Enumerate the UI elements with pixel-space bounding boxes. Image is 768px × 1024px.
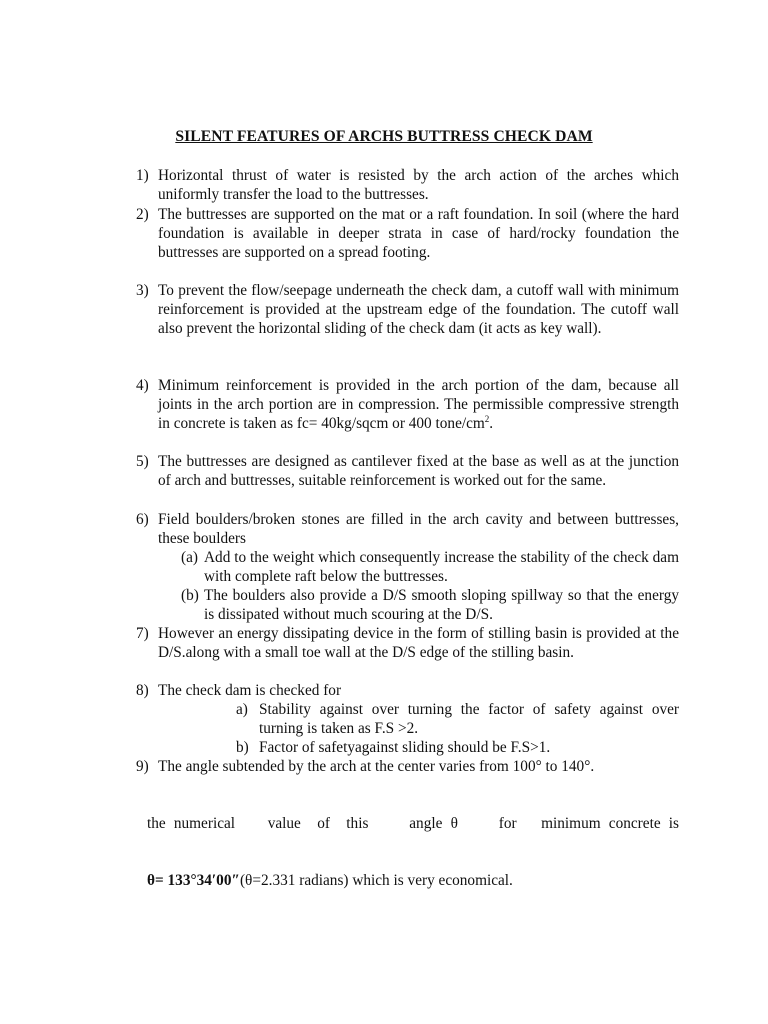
item-number: 8) bbox=[136, 682, 149, 699]
sub-item-number: a) bbox=[236, 701, 248, 718]
page-title: SILENT FEATURES OF ARCHS BUTTRESS CHECK DAM bbox=[175, 128, 593, 145]
sub-item-text: The boulders also provide a D/S smooth sloping spillway so that the energy is dissipated without much scouring at the D/S. bbox=[204, 587, 679, 623]
continuation-line-2 bbox=[147, 871, 679, 890]
list-item-7 bbox=[136, 624, 679, 662]
item-text: However an energy dissipating device in the form of stilling basin is provided at the D/S.along with a small toe wall at the D/S edge of the stilling basin. bbox=[158, 625, 679, 661]
item-number: 5) bbox=[136, 453, 149, 470]
sub-item-8a bbox=[236, 700, 679, 738]
list-item-8 bbox=[136, 681, 679, 700]
continuation-line: the numerical value of this angle θ for minimum concrete is bbox=[147, 815, 679, 832]
sub-item-number: (a) bbox=[181, 549, 198, 566]
list-item-4 bbox=[136, 376, 679, 433]
item-number: 2) bbox=[136, 206, 149, 223]
item-text-tail: . bbox=[489, 415, 494, 432]
item-text: Field boulders/broken stones are filled in the arch cavity and between buttresses, these boulders bbox=[158, 511, 679, 547]
item-text: To prevent the flow/seepage underneath the check dam, a cutoff wall with minimum reinforcement is provided at the upstream edge of the foundation. The cutoff wall also prevent the horizontal sliding of the check dam (it acts as key wall). bbox=[158, 282, 679, 337]
angle-value: θ= 133°34′00″ bbox=[147, 872, 240, 889]
item-number: 4) bbox=[136, 377, 149, 394]
list-item-1 bbox=[136, 166, 679, 204]
item-text: The buttresses are designed as cantilever fixed at the base as well as at the junction of arch and buttresses, suitable reinforcement is worked out for the same. bbox=[158, 453, 679, 489]
sub-item-text: Factor of safetyagainst sliding should be F.S>1. bbox=[259, 739, 551, 756]
list-item-3 bbox=[136, 281, 679, 338]
item-9-continuation bbox=[147, 776, 679, 928]
item-text: The angle subtended by the arch at the center varies from 100° to 140°. bbox=[158, 758, 595, 775]
item-text: The check dam is checked for bbox=[158, 682, 342, 699]
list-item-6 bbox=[136, 510, 679, 548]
item-text-main: Minimum reinforcement is provided in the arch portion of the dam, because all joints in the arch portion are in compression. The permissible compressive strength in concrete is taken as fc= 40kg/sqcm or 400 tone/cm bbox=[158, 377, 679, 432]
item-number: 1) bbox=[136, 167, 149, 184]
angle-description: (θ=2.331 radians) which is very economical. bbox=[239, 872, 513, 889]
list-item-5 bbox=[136, 452, 679, 490]
sub-item-8b bbox=[236, 738, 679, 757]
sub-item-6b bbox=[181, 586, 679, 624]
sub-item-number: (b) bbox=[181, 587, 199, 604]
item-text bbox=[158, 376, 679, 433]
item-text: Horizontal thrust of water is resisted by the arch action of the arches which uniformly transfer the load to the buttresses. bbox=[158, 167, 679, 203]
item-number: 7) bbox=[136, 625, 149, 642]
list-item-2 bbox=[136, 205, 679, 262]
sub-item-text: Stability against over turning the factor of safety against over turning is taken as F.S >2. bbox=[259, 701, 679, 737]
item-text: The buttresses are supported on the mat or a raft foundation. In soil (where the hard foundation is available in deeper strata in case of hard/rocky foundation the buttresses are supported on a spread footing. bbox=[158, 206, 679, 261]
sub-item-text: Add to the weight which consequently increase the stability of the check dam with complete raft below the buttresses. bbox=[204, 549, 679, 585]
sub-item-6a bbox=[181, 548, 679, 586]
item-number: 3) bbox=[136, 282, 149, 299]
superscript: 2 bbox=[484, 413, 490, 424]
item-number: 9) bbox=[136, 758, 149, 775]
item-number: 6) bbox=[136, 511, 149, 528]
sub-item-number: b) bbox=[236, 739, 249, 756]
list-item-9 bbox=[136, 757, 679, 776]
